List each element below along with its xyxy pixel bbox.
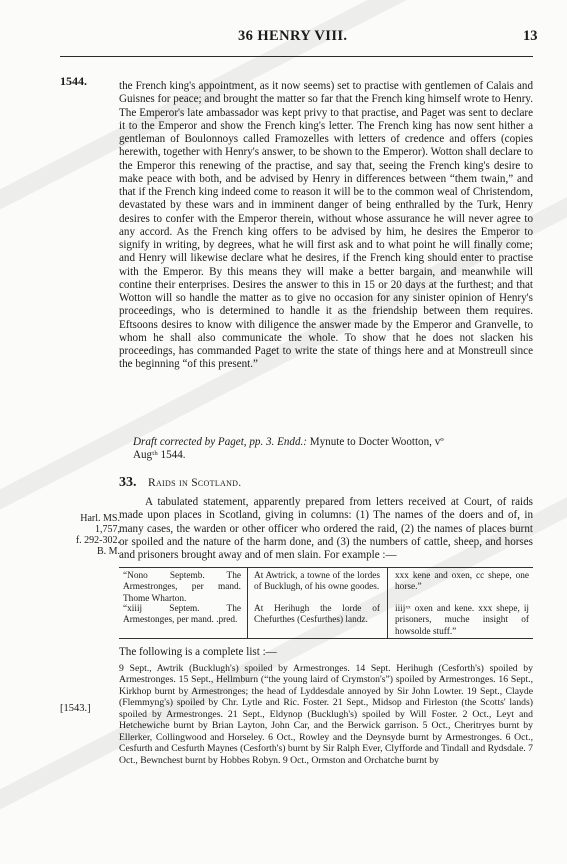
table-bottom-rule <box>119 638 533 639</box>
margin-reference <box>60 513 120 557</box>
section-number: 33. <box>119 475 137 490</box>
table-cell: xxx kene and oxen, cc shepe, one horse.” <box>395 571 529 593</box>
example-table <box>119 567 533 639</box>
margin-year: 1544. <box>60 74 87 88</box>
table-column-divider <box>387 567 388 639</box>
ref-line: Harl. MS. <box>80 513 120 524</box>
table-cell: At Awtrick, a towne of the lordes of Bucklugh, of his owne goodes. <box>254 571 380 593</box>
endorsement-note <box>133 436 533 463</box>
letter-paragraph <box>119 80 533 372</box>
section-title: Raids in Scotland. <box>148 477 242 489</box>
endd-label: Endd.: <box>277 436 307 448</box>
running-title: 36 HENRY VIII. <box>238 28 348 44</box>
endorsement-date: Augᵗʰ 1544. <box>133 449 186 462</box>
running-header <box>0 22 567 62</box>
table-cell: At Herihugh the lorde of Chefurthes (Cesfurthes) landz. <box>254 604 380 626</box>
table-cell: “Nono Septemb. The Armestronges, per mand. Thome Wharton. <box>123 571 241 604</box>
raid-list: 9 Sept., Awtrik (Bucklugh's) spoiled by Armestronges. 14 Sept. Herihugh (Cesforth's) spoiled by Armestronges. 15 Sept., Hellmburn (“the young laird of Crymston's”) spoiled by Armestronges. 16 Sept., Kirkhop burnt by Armestronges; the head of Lyddesdale annoyed by Sir John Lowter. 19 Sept., Clayde (Flemmyng's) spoiled by Chr. Lytle and Ric. Foster. 21 Sept., Midsop and Firleston (the Scotts' lands) spoiled by Armestronges. 21 Sept., Eldynop (Bucklugh's) spoiled by Will Foster. 2 Oct., Leyt and Hetchewiche burnt by Brian Layton, John Car, and the Berwick garrison. 5 Oct., Cheritryes burnt by Ellerker, Collingwood and Horseley. 6 Oct., Rowley and the Deynsyde burnt by Armestronges. 6 Oct., Cesfurth and Cesfurth Maynes (Cesforth's) burnt by Sir Ralph Ever, Clyfforde and Tindall and Rydsdale. 7 Oct., Bewnchest burnt by Hobbes Robyn. 9 Oct., Ormston and Orchatche burnt by <box>119 663 533 766</box>
ref-line: 1,757, <box>95 524 120 535</box>
section-intro-paragraph: A tabulated statement, apparently prepared from letters received at Court, of raids made upon places in Scotland, giving in columns: (1) The names of the doers and of, in many cases, the warden or other officer who ordered the raid, (2) the names of places burnt or spoiled and the nature of the harm done, and (3) the numbers of cattle, sheep, and horses and prisoners brought away and of men slain. For example :— <box>119 496 533 561</box>
table-cell: “xiiij Septem. The Armestonges, per mand. .pred. <box>123 604 241 626</box>
endorsement-text: Mynute to Docter Wootton, vº <box>309 436 444 448</box>
table-cell: iiijˣˣ oxen and kene. xxx shepe, ij prisoners, muche insight of howsolde stuff.” <box>395 604 529 637</box>
margin-year-list: [1543.] <box>60 703 91 714</box>
page-number: 13 <box>523 28 538 44</box>
ref-line: f. 292-302. <box>75 535 120 546</box>
header-rule <box>60 56 533 57</box>
paragraph-text: the French king's appointment, as it now seems) set to practise with gentlemen of Calais and Guisnes for peace; and brought the matter so far that the French king himself wrote to Henry. The Emperor's late ambassador was kept privy to that practise, and Paget was sent to declare it to the Emperor and show the French king's letter. The French king has now sent hither a gentleman of Boulonnoys called Framozelles with letters of credence and offers (copies herewith, together with Henry's answer, to be shown to the Emperor). Wotton shall declare to the Emperor this renewing of the practise, and say that, seeing the French king's desire to make peace with both, and be advised by Henry in differences between “them twain,” and that if the French king indeed come to reason it will be to the common weal of Christendom, devastated by these wars and in imminent danger of being enthralled by the Turk, Henry desires to confer with the Emperor therein, without whose assurance he will never agree to any accord. As the French king offers to be advised by him, he desires the Emperor to signify in writing, by degrees, what he will first ask and to what point he will finally come; and Henry will likewise declare what he desires, if the French king should enter to practise with the Emperor. By this means they will make a better bargain, and meanwhile will contine their enterprises. Desires the answer to this in 15 or 20 days at the furthest; and that Wotton will so handle the matter as to give no occasion for any sinister opinion of Henry's proceedings, who is determined to handle it as the friendship between them requires. Eftsoons desires to know with diligence the answer made by the Emperor and Granvelle, to whom he shall also communicate the whole. To show that he does not slacken his proceedings, has commanded Paget to write the state of things here and at Monstreull since the beginning “of this present.” <box>119 80 533 371</box>
draft-note: Draft corrected by Paget, pp. 3. <box>133 436 275 448</box>
table-top-rule <box>119 567 533 568</box>
ref-line: B. M. <box>96 546 120 557</box>
list-intro: The following is a complete list :— <box>119 646 277 658</box>
table-column-divider <box>247 567 248 639</box>
